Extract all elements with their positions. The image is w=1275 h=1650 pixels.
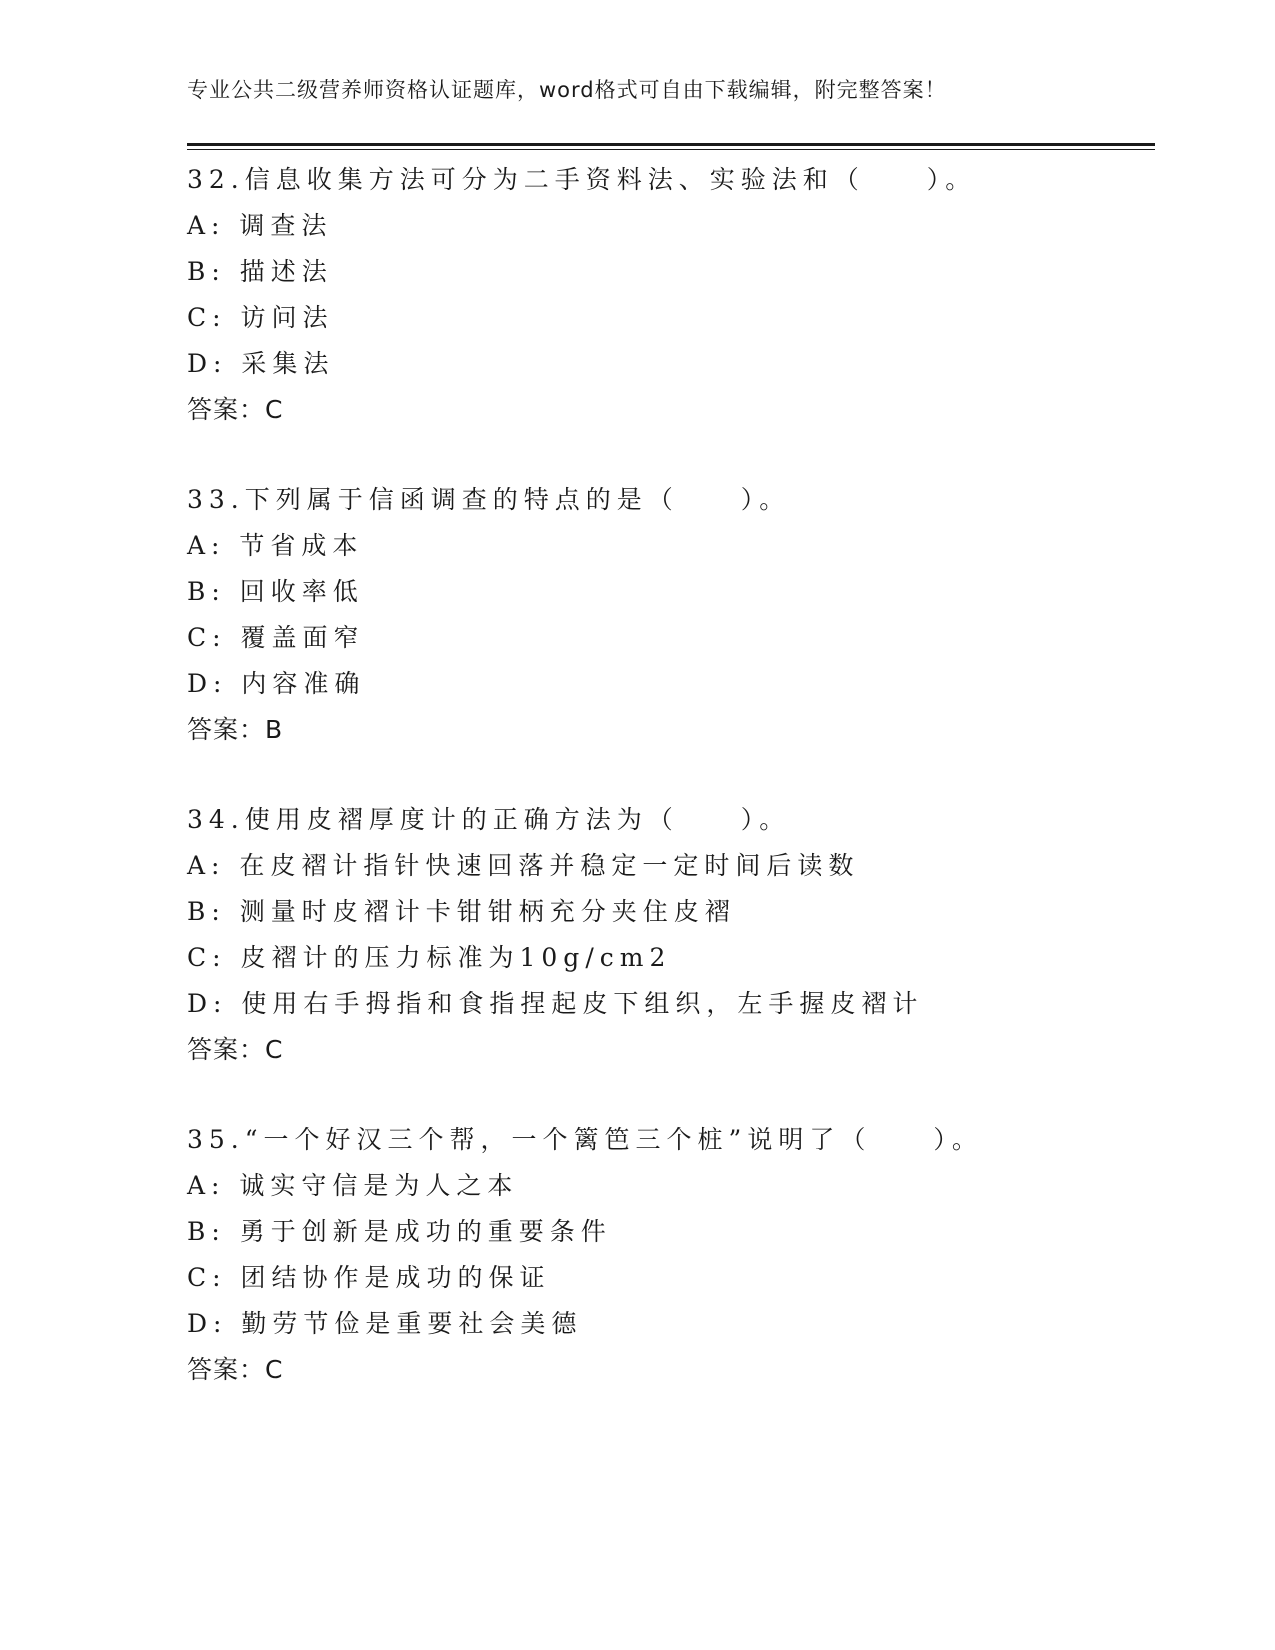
option-b: B: 测量时皮褶计卡钳钳柄充分夹住皮褶 (187, 897, 736, 926)
option-b: B: 勇于创新是成功的重要条件 (187, 1217, 612, 1246)
answer-line: 答案：B (187, 715, 284, 744)
answer-line: 答案：C (187, 1035, 284, 1064)
option-b: B: 回收率低 (187, 577, 364, 606)
option-a: A: 在皮褶计指针快速回落并稳定一定时间后读数 (187, 851, 860, 880)
option-c: C: 覆盖面窄 (187, 623, 365, 652)
option-d: D: 勤劳节俭是重要社会美德 (187, 1309, 583, 1338)
header-rule-thin (187, 149, 1155, 150)
question-34 (187, 797, 1155, 1073)
option-c: C: 团结协作是成功的保证 (187, 1263, 551, 1292)
answer-line: 答案：C (187, 395, 284, 424)
question-35 (187, 1117, 1155, 1393)
page-header: 专业公共二级营养师资格认证题库，word格式可自由下载编辑，附完整答案！ (187, 78, 947, 102)
option-a: A: 诚实守信是为人之本 (187, 1171, 519, 1200)
question-stem: 35.“一个好汉三个帮，一个篱笆三个桩”说明了（ ）。 (187, 1125, 983, 1154)
option-b: B: 描述法 (187, 257, 333, 286)
option-c: C: 访问法 (187, 303, 334, 332)
question-stem: 34.使用皮褶厚度计的正确方法为（ ）。 (187, 805, 791, 834)
option-a: A: 调查法 (187, 211, 333, 240)
question-stem: 32.信息收集方法可分为二手资料法、实验法和（ ）。 (187, 165, 977, 194)
question-32 (187, 157, 1155, 433)
header-rule-thick (187, 143, 1155, 146)
option-d: D: 使用右手拇指和食指捏起皮下组织，左手握皮褶计 (187, 989, 924, 1018)
question-33 (187, 477, 1155, 753)
option-a: A: 节省成本 (187, 531, 364, 560)
option-d: D: 采集法 (187, 349, 335, 378)
question-list (187, 157, 1155, 1437)
answer-line: 答案：C (187, 1355, 284, 1384)
question-stem: 33.下列属于信函调查的特点的是（ ）。 (187, 485, 791, 514)
option-d: D: 内容准确 (187, 669, 366, 698)
option-c: C: 皮褶计的压力标准为10g/cm2 (187, 943, 672, 972)
